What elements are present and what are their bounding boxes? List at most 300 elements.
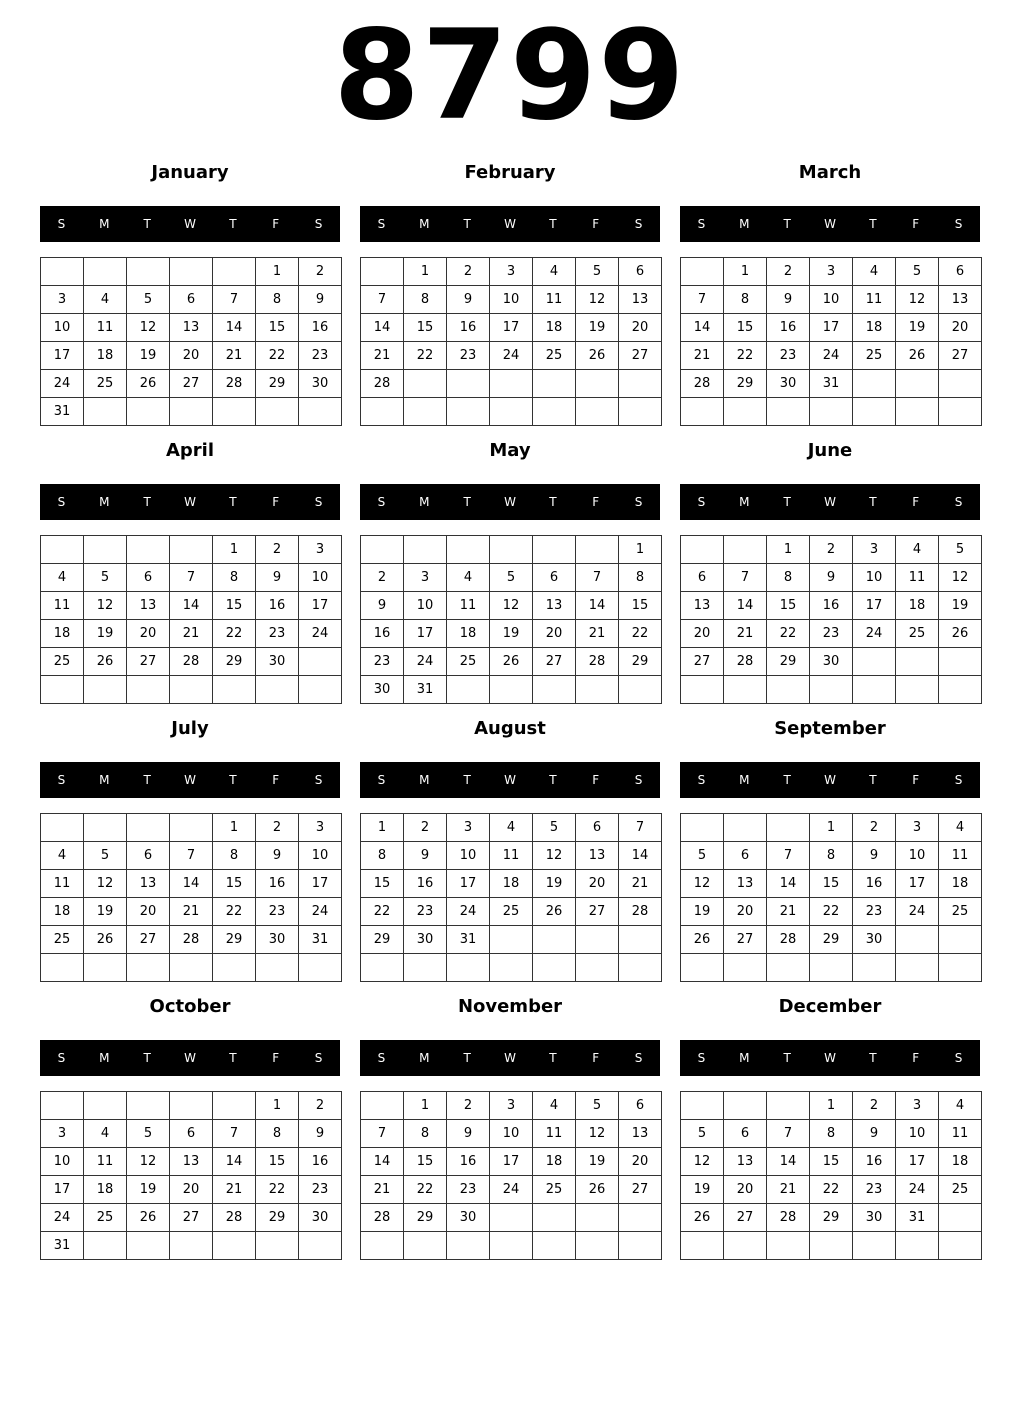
day-cell: 10 bbox=[41, 314, 84, 342]
week-row bbox=[41, 1232, 342, 1260]
weekday-header bbox=[40, 1040, 340, 1076]
day-cell: 15 bbox=[256, 314, 299, 342]
day-grid bbox=[40, 813, 342, 982]
day-cell: 27 bbox=[576, 898, 619, 926]
day-cell: 24 bbox=[299, 898, 342, 926]
empty-day-cell bbox=[84, 1232, 127, 1260]
empty-day-cell bbox=[127, 676, 170, 704]
day-cell: 18 bbox=[490, 870, 533, 898]
empty-day-cell bbox=[533, 1204, 576, 1232]
day-cell: 30 bbox=[256, 648, 299, 676]
day-cell: 31 bbox=[447, 926, 490, 954]
empty-day-cell bbox=[447, 370, 490, 398]
empty-day-cell bbox=[213, 954, 256, 982]
empty-day-cell bbox=[853, 954, 896, 982]
week-row bbox=[361, 342, 662, 370]
day-cell: 9 bbox=[447, 286, 490, 314]
day-cell: 31 bbox=[41, 398, 84, 426]
day-cell: 11 bbox=[939, 1120, 982, 1148]
day-cell: 1 bbox=[213, 814, 256, 842]
week-row bbox=[41, 258, 342, 286]
day-cell: 1 bbox=[256, 258, 299, 286]
day-cell: 4 bbox=[939, 814, 982, 842]
day-cell: 28 bbox=[213, 1204, 256, 1232]
weekday-label: M bbox=[99, 773, 110, 787]
day-cell: 10 bbox=[41, 1148, 84, 1176]
day-cell: 9 bbox=[447, 1120, 490, 1148]
day-cell: 29 bbox=[256, 370, 299, 398]
weekday-label: T bbox=[463, 217, 471, 231]
weekday-label: T bbox=[869, 773, 877, 787]
empty-day-cell bbox=[490, 954, 533, 982]
day-cell: 15 bbox=[213, 870, 256, 898]
empty-day-cell bbox=[84, 398, 127, 426]
empty-day-cell bbox=[490, 398, 533, 426]
weekday-label: W bbox=[184, 773, 196, 787]
day-cell: 12 bbox=[576, 286, 619, 314]
empty-day-cell bbox=[299, 954, 342, 982]
day-cell: 26 bbox=[576, 1176, 619, 1204]
day-cell: 15 bbox=[810, 1148, 853, 1176]
day-cell: 25 bbox=[853, 342, 896, 370]
day-cell: 7 bbox=[576, 564, 619, 592]
weekday-label: F bbox=[592, 495, 600, 509]
weekday-label: T bbox=[783, 217, 791, 231]
day-cell: 13 bbox=[170, 314, 213, 342]
empty-day-cell bbox=[853, 648, 896, 676]
day-cell: 7 bbox=[361, 1120, 404, 1148]
empty-day-cell bbox=[213, 398, 256, 426]
day-cell: 15 bbox=[404, 1148, 447, 1176]
day-cell: 9 bbox=[404, 842, 447, 870]
day-cell: 25 bbox=[84, 370, 127, 398]
day-cell: 14 bbox=[767, 1148, 810, 1176]
day-cell: 29 bbox=[404, 1204, 447, 1232]
empty-day-cell bbox=[490, 676, 533, 704]
day-cell: 25 bbox=[533, 342, 576, 370]
weekday-label: M bbox=[419, 1051, 430, 1065]
empty-day-cell bbox=[299, 1232, 342, 1260]
day-cell: 25 bbox=[939, 898, 982, 926]
day-cell: 2 bbox=[299, 1092, 342, 1120]
day-cell: 4 bbox=[939, 1092, 982, 1120]
empty-day-cell bbox=[170, 676, 213, 704]
month-name: September bbox=[774, 718, 886, 739]
day-cell: 4 bbox=[490, 814, 533, 842]
day-cell: 27 bbox=[619, 342, 662, 370]
week-row bbox=[41, 814, 342, 842]
empty-day-cell bbox=[619, 1204, 662, 1232]
month-name: March bbox=[798, 162, 862, 183]
empty-day-cell bbox=[361, 258, 404, 286]
day-cell: 23 bbox=[767, 342, 810, 370]
day-cell: 4 bbox=[853, 258, 896, 286]
empty-day-cell bbox=[533, 954, 576, 982]
weekday-label: T bbox=[783, 495, 791, 509]
week-row bbox=[361, 898, 662, 926]
day-cell: 3 bbox=[41, 286, 84, 314]
day-cell: 21 bbox=[619, 870, 662, 898]
weekday-label: W bbox=[504, 1051, 516, 1065]
day-cell: 18 bbox=[939, 1148, 982, 1176]
weekday-label: M bbox=[99, 217, 110, 231]
week-row bbox=[361, 842, 662, 870]
day-cell: 31 bbox=[896, 1204, 939, 1232]
day-cell: 8 bbox=[404, 1120, 447, 1148]
day-cell: 28 bbox=[767, 926, 810, 954]
weekday-label: W bbox=[824, 1051, 836, 1065]
day-cell: 26 bbox=[127, 1204, 170, 1232]
weekday-label: S bbox=[57, 495, 66, 509]
day-cell: 11 bbox=[447, 592, 490, 620]
day-cell: 19 bbox=[681, 1176, 724, 1204]
day-cell: 29 bbox=[724, 370, 767, 398]
empty-day-cell bbox=[361, 536, 404, 564]
day-cell: 20 bbox=[724, 1176, 767, 1204]
day-cell: 16 bbox=[361, 620, 404, 648]
day-cell: 25 bbox=[896, 620, 939, 648]
day-cell: 25 bbox=[41, 926, 84, 954]
day-cell: 4 bbox=[533, 1092, 576, 1120]
day-cell: 1 bbox=[256, 1092, 299, 1120]
empty-day-cell bbox=[170, 398, 213, 426]
day-cell: 6 bbox=[127, 842, 170, 870]
day-cell: 17 bbox=[490, 314, 533, 342]
week-row bbox=[361, 926, 662, 954]
empty-day-cell bbox=[213, 676, 256, 704]
weekday-label: W bbox=[184, 217, 196, 231]
day-cell: 29 bbox=[213, 648, 256, 676]
week-row bbox=[681, 1092, 982, 1120]
day-cell: 12 bbox=[84, 592, 127, 620]
day-cell: 16 bbox=[404, 870, 447, 898]
day-cell: 19 bbox=[127, 342, 170, 370]
empty-day-cell bbox=[533, 926, 576, 954]
weekday-label: T bbox=[463, 495, 471, 509]
day-cell: 19 bbox=[939, 592, 982, 620]
day-cell: 10 bbox=[404, 592, 447, 620]
day-cell: 24 bbox=[853, 620, 896, 648]
week-row bbox=[681, 342, 982, 370]
month-name: November bbox=[457, 996, 563, 1017]
day-cell: 21 bbox=[170, 898, 213, 926]
day-cell: 17 bbox=[490, 1148, 533, 1176]
empty-day-cell bbox=[619, 676, 662, 704]
day-cell: 27 bbox=[724, 926, 767, 954]
day-cell: 22 bbox=[361, 898, 404, 926]
empty-day-cell bbox=[724, 536, 767, 564]
day-cell: 6 bbox=[724, 1120, 767, 1148]
empty-day-cell bbox=[896, 398, 939, 426]
day-cell: 21 bbox=[170, 620, 213, 648]
day-cell: 31 bbox=[404, 676, 447, 704]
empty-day-cell bbox=[127, 1092, 170, 1120]
day-cell: 23 bbox=[853, 1176, 896, 1204]
weekday-header bbox=[40, 206, 340, 242]
day-cell: 11 bbox=[41, 870, 84, 898]
empty-day-cell bbox=[84, 814, 127, 842]
day-cell: 18 bbox=[533, 314, 576, 342]
empty-day-cell bbox=[533, 536, 576, 564]
empty-day-cell bbox=[767, 954, 810, 982]
month-name: April bbox=[165, 440, 215, 461]
week-row bbox=[41, 1176, 342, 1204]
weekday-label: S bbox=[377, 495, 386, 509]
weekday-label: W bbox=[824, 495, 836, 509]
empty-day-cell bbox=[84, 258, 127, 286]
empty-day-cell bbox=[533, 398, 576, 426]
week-row bbox=[681, 592, 982, 620]
weekday-header bbox=[360, 762, 660, 798]
weekday-label: W bbox=[504, 217, 516, 231]
empty-day-cell bbox=[810, 1232, 853, 1260]
empty-day-cell bbox=[84, 536, 127, 564]
day-cell: 15 bbox=[256, 1148, 299, 1176]
day-cell: 22 bbox=[404, 1176, 447, 1204]
empty-day-cell bbox=[896, 926, 939, 954]
day-cell: 15 bbox=[619, 592, 662, 620]
day-cell: 2 bbox=[447, 258, 490, 286]
day-cell: 25 bbox=[533, 1176, 576, 1204]
day-cell: 11 bbox=[896, 564, 939, 592]
weekday-label: T bbox=[229, 773, 237, 787]
day-cell: 7 bbox=[619, 814, 662, 842]
day-cell: 1 bbox=[213, 536, 256, 564]
day-cell: 30 bbox=[853, 926, 896, 954]
empty-day-cell bbox=[127, 536, 170, 564]
empty-day-cell bbox=[681, 258, 724, 286]
day-cell: 14 bbox=[170, 870, 213, 898]
day-cell: 30 bbox=[810, 648, 853, 676]
day-cell: 16 bbox=[810, 592, 853, 620]
empty-day-cell bbox=[939, 398, 982, 426]
week-row bbox=[681, 258, 982, 286]
day-cell: 4 bbox=[896, 536, 939, 564]
day-cell: 6 bbox=[127, 564, 170, 592]
day-cell: 24 bbox=[896, 1176, 939, 1204]
week-row bbox=[41, 926, 342, 954]
day-cell: 17 bbox=[299, 592, 342, 620]
day-cell: 2 bbox=[361, 564, 404, 592]
empty-day-cell bbox=[681, 1092, 724, 1120]
day-cell: 27 bbox=[724, 1204, 767, 1232]
day-cell: 14 bbox=[213, 314, 256, 342]
empty-day-cell bbox=[84, 1092, 127, 1120]
weekday-label: F bbox=[912, 495, 920, 509]
empty-day-cell bbox=[41, 814, 84, 842]
weekday-label: W bbox=[504, 773, 516, 787]
empty-day-cell bbox=[447, 1232, 490, 1260]
month-name: January bbox=[151, 162, 229, 183]
week-row bbox=[361, 620, 662, 648]
empty-day-cell bbox=[724, 954, 767, 982]
week-row bbox=[681, 536, 982, 564]
week-row bbox=[681, 954, 982, 982]
day-cell: 19 bbox=[896, 314, 939, 342]
day-cell: 29 bbox=[619, 648, 662, 676]
weekday-label: M bbox=[99, 495, 110, 509]
day-cell: 18 bbox=[84, 342, 127, 370]
day-cell: 21 bbox=[767, 898, 810, 926]
day-cell: 2 bbox=[447, 1092, 490, 1120]
week-row bbox=[41, 314, 342, 342]
day-cell: 21 bbox=[767, 1176, 810, 1204]
empty-day-cell bbox=[896, 648, 939, 676]
day-cell: 20 bbox=[533, 620, 576, 648]
week-row bbox=[681, 842, 982, 870]
weekday-label: S bbox=[697, 217, 706, 231]
weekday-label: M bbox=[739, 495, 750, 509]
weekday-header bbox=[360, 206, 660, 242]
day-cell: 12 bbox=[939, 564, 982, 592]
day-cell: 7 bbox=[213, 1120, 256, 1148]
week-row bbox=[681, 870, 982, 898]
week-row bbox=[41, 592, 342, 620]
day-cell: 2 bbox=[404, 814, 447, 842]
day-cell: 15 bbox=[404, 314, 447, 342]
day-cell: 26 bbox=[490, 648, 533, 676]
day-cell: 9 bbox=[299, 1120, 342, 1148]
empty-day-cell bbox=[447, 676, 490, 704]
day-cell: 29 bbox=[213, 926, 256, 954]
weekday-label: T bbox=[869, 495, 877, 509]
empty-day-cell bbox=[127, 258, 170, 286]
weekday-label: S bbox=[697, 495, 706, 509]
empty-day-cell bbox=[939, 676, 982, 704]
week-row bbox=[361, 1204, 662, 1232]
day-cell: 18 bbox=[84, 1176, 127, 1204]
month-name: October bbox=[149, 996, 231, 1017]
week-row bbox=[361, 286, 662, 314]
empty-day-cell bbox=[896, 954, 939, 982]
week-row bbox=[41, 870, 342, 898]
day-grid bbox=[40, 535, 342, 704]
weekday-label: M bbox=[739, 1051, 750, 1065]
empty-day-cell bbox=[404, 954, 447, 982]
empty-day-cell bbox=[170, 1092, 213, 1120]
empty-day-cell bbox=[724, 814, 767, 842]
empty-day-cell bbox=[490, 1204, 533, 1232]
empty-day-cell bbox=[361, 954, 404, 982]
empty-day-cell bbox=[896, 676, 939, 704]
day-cell: 5 bbox=[127, 1120, 170, 1148]
weekday-label: S bbox=[954, 773, 963, 787]
weekday-label: S bbox=[314, 773, 323, 787]
week-row bbox=[361, 370, 662, 398]
day-cell: 25 bbox=[939, 1176, 982, 1204]
week-row bbox=[361, 398, 662, 426]
day-cell: 7 bbox=[170, 564, 213, 592]
weekday-label: M bbox=[419, 495, 430, 509]
weekday-label: F bbox=[912, 217, 920, 231]
empty-day-cell bbox=[853, 676, 896, 704]
day-cell: 13 bbox=[576, 842, 619, 870]
empty-day-cell bbox=[256, 676, 299, 704]
day-cell: 31 bbox=[810, 370, 853, 398]
day-cell: 26 bbox=[681, 926, 724, 954]
empty-day-cell bbox=[533, 1232, 576, 1260]
week-row bbox=[681, 1148, 982, 1176]
week-row bbox=[361, 648, 662, 676]
day-cell: 8 bbox=[619, 564, 662, 592]
day-cell: 1 bbox=[767, 536, 810, 564]
weekday-label: M bbox=[99, 1051, 110, 1065]
day-cell: 9 bbox=[256, 564, 299, 592]
day-cell: 9 bbox=[256, 842, 299, 870]
day-cell: 2 bbox=[810, 536, 853, 564]
weekday-label: M bbox=[419, 217, 430, 231]
weekday-label: T bbox=[869, 1051, 877, 1065]
day-cell: 16 bbox=[299, 314, 342, 342]
weekday-label: S bbox=[314, 217, 323, 231]
empty-day-cell bbox=[41, 1092, 84, 1120]
empty-day-cell bbox=[490, 926, 533, 954]
day-cell: 8 bbox=[767, 564, 810, 592]
day-cell: 23 bbox=[404, 898, 447, 926]
weekday-label: M bbox=[419, 773, 430, 787]
empty-day-cell bbox=[576, 676, 619, 704]
month-name: August bbox=[474, 718, 546, 739]
day-cell: 19 bbox=[127, 1176, 170, 1204]
day-cell: 8 bbox=[361, 842, 404, 870]
day-cell: 15 bbox=[213, 592, 256, 620]
empty-day-cell bbox=[127, 398, 170, 426]
day-cell: 1 bbox=[724, 258, 767, 286]
day-cell: 26 bbox=[939, 620, 982, 648]
day-cell: 12 bbox=[84, 870, 127, 898]
day-cell: 28 bbox=[619, 898, 662, 926]
day-cell: 4 bbox=[447, 564, 490, 592]
day-cell: 11 bbox=[533, 286, 576, 314]
week-row bbox=[681, 898, 982, 926]
month-name: June bbox=[807, 440, 853, 461]
weekday-label: S bbox=[57, 217, 66, 231]
day-cell: 8 bbox=[810, 842, 853, 870]
day-cell: 1 bbox=[404, 1092, 447, 1120]
day-cell: 16 bbox=[853, 870, 896, 898]
day-cell: 19 bbox=[576, 314, 619, 342]
day-cell: 14 bbox=[361, 1148, 404, 1176]
weekday-label: S bbox=[57, 773, 66, 787]
day-cell: 22 bbox=[810, 1176, 853, 1204]
day-cell: 23 bbox=[447, 1176, 490, 1204]
day-cell: 6 bbox=[619, 258, 662, 286]
weekday-label: T bbox=[549, 217, 557, 231]
day-cell: 23 bbox=[256, 620, 299, 648]
week-row bbox=[681, 926, 982, 954]
week-row bbox=[41, 954, 342, 982]
weekday-label: S bbox=[634, 217, 643, 231]
day-cell: 23 bbox=[810, 620, 853, 648]
week-row bbox=[681, 1204, 982, 1232]
week-row bbox=[41, 286, 342, 314]
day-cell: 6 bbox=[170, 1120, 213, 1148]
day-cell: 11 bbox=[533, 1120, 576, 1148]
empty-day-cell bbox=[41, 676, 84, 704]
empty-day-cell bbox=[576, 954, 619, 982]
day-cell: 24 bbox=[447, 898, 490, 926]
day-cell: 14 bbox=[767, 870, 810, 898]
day-grid bbox=[360, 535, 662, 704]
day-grid bbox=[680, 1091, 982, 1260]
empty-day-cell bbox=[939, 1204, 982, 1232]
day-cell: 9 bbox=[810, 564, 853, 592]
day-cell: 11 bbox=[853, 286, 896, 314]
day-cell: 26 bbox=[84, 926, 127, 954]
week-row bbox=[681, 1176, 982, 1204]
day-cell: 26 bbox=[533, 898, 576, 926]
day-cell: 12 bbox=[127, 314, 170, 342]
